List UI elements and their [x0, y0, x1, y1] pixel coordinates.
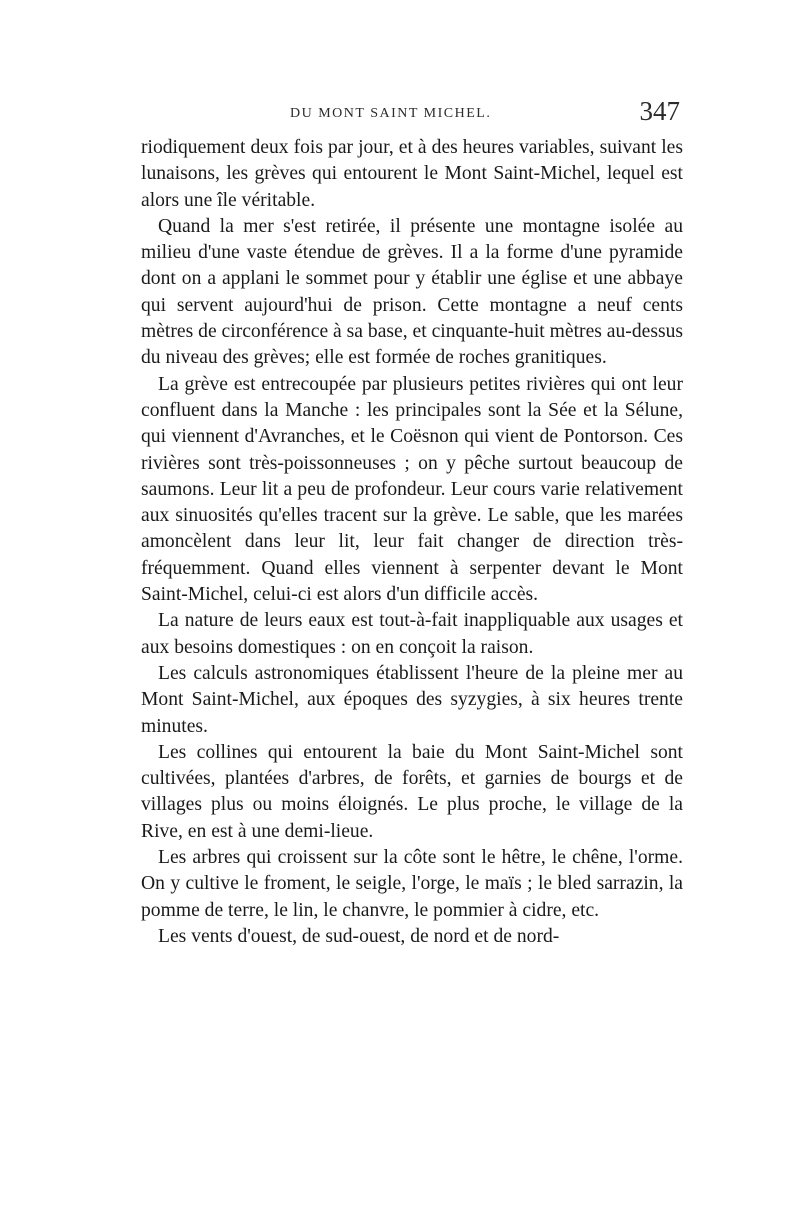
paragraph: Les collines qui entourent la baie du Mont Saint-Michel sont cultivées, plantées d'arbres, de forêts, et garnies de bourgs et de villages plus ou moins éloignés. Le plus proche, le village de la Rive, en est à une demi-lieue. [141, 741, 683, 842]
paragraph: Les calculs astronomiques établissent l'heure de la pleine mer au Mont Saint-Michel, aux époques des syzygies, à six heures trente minutes. [141, 662, 683, 737]
paragraph: La grève est entrecoupée par plusieurs petites rivières qui ont leur confluent dans la Manche : les principales sont la Sée et la Sélune, qui viennent d'Avranches, et le Coësnon qui vient de Pontorson. Ces rivières sont très-poissonneuses ; on y pêche surtout beaucoup de saumons. Leur lit a peu de profondeur. Leur cours varie relativement aux sinuosités qu'elles tracent sur la grève. Le sable, que les marées amoncèlent dans leur lit, leur fait changer de direction très-fréquemment. Quand elles viennent à serpenter devant le Mont Saint-Michel, celui-ci est alors d'un difficile accès. [141, 373, 683, 606]
running-title: DU MONT SAINT MICHEL. [290, 106, 492, 121]
paragraph: Les vents d'ouest, de sud-ouest, de nord et de nord- [158, 925, 560, 947]
paragraph: La nature de leurs eaux est tout-à-fait inappliquable aux usages et aux besoins domestiques : on en conçoit la raison. [141, 610, 683, 658]
page-header [140, 96, 680, 132]
paragraph: Les arbres qui croissent sur la côte sont le hêtre, le chêne, l'orme. On y cultive le froment, le seigle, l'orge, le maïs ; le bled sarrazin, la pomme de terre, le lin, le chanvre, le pommier à cidre, etc. [141, 847, 683, 921]
paragraph-continuation: riodiquement deux fois par jour, et à des heures variables, suivant les lunaisons, les grèves qui entourent le Mont Saint-Michel, lequel est alors une île véritable. [141, 137, 683, 211]
page-number: 347 [639, 96, 680, 126]
body-text [141, 135, 683, 950]
paragraph: Quand la mer s'est retirée, il présente une montagne isolée au milieu d'une vaste étendue de grèves. Il a la forme d'une pyramide dont on a applani le sommet pour y établir une église et une abbaye qui servent aujourd'hui de prison. Cette montagne a neuf cents mètres de circonférence à sa base, et cinquante-huit mètres au-dessus du niveau des grèves; elle est formée de roches granitiques. [141, 215, 683, 369]
